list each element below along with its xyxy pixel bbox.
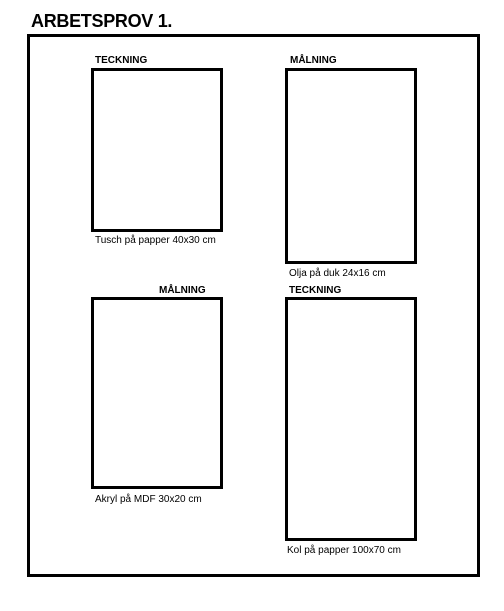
work-1-caption: Tusch på papper 40x30 cm — [95, 235, 216, 246]
work-4-heading: TECKNING — [289, 285, 342, 296]
page-title: ARBETSPROV 1. — [31, 11, 173, 31]
work-2-heading: MÅLNING — [290, 55, 337, 66]
work-2-frame — [285, 68, 417, 264]
work-4-frame — [285, 297, 417, 541]
work-4-caption: Kol på papper 100x70 cm — [287, 545, 401, 556]
work-1-heading: TECKNING — [95, 55, 148, 66]
work-3-heading: MÅLNING — [159, 285, 206, 296]
work-1-frame — [91, 68, 223, 232]
work-3-caption: Akryl på MDF 30x20 cm — [95, 494, 202, 505]
work-3-frame — [91, 297, 223, 489]
work-2-caption: Olja på duk 24x16 cm — [289, 268, 386, 279]
